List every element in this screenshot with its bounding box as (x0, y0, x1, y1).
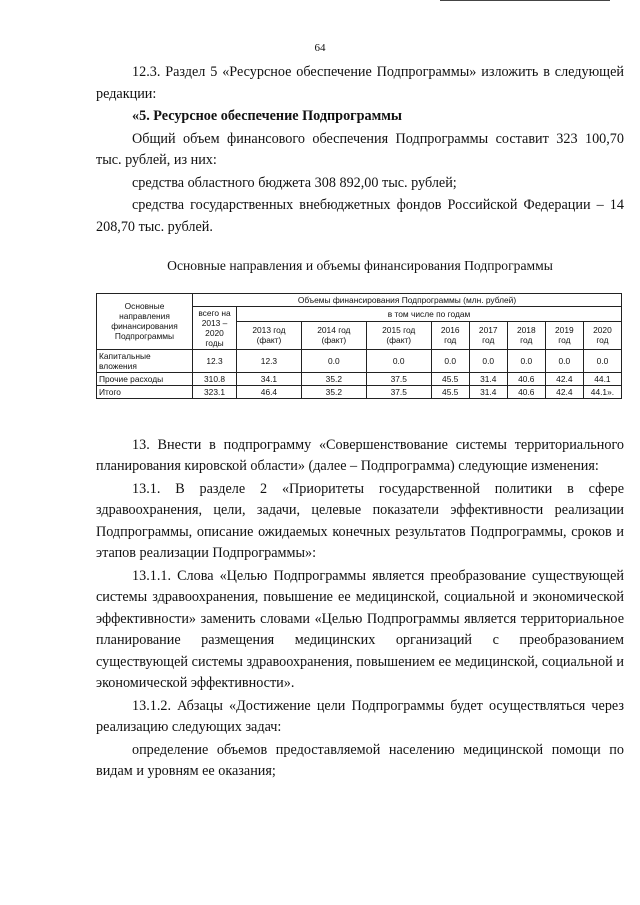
cell-value: 46.4 (237, 385, 302, 398)
paragraph-13: 13. Внести в подпрограмму «Совершенствование системы территориального планирования кировской области» (далее – Подпрограмма) следующие изменения: (96, 436, 624, 474)
paragraph-13-1: 13.1. В разделе 2 «Приоритеты государственной политики в сфере здравоохранения, цели, задачи, целевые показатели эффективности реализации Подпрограммы, описание ожидаемых конечных результатов Подпрограммы, сроков и этапов реализации Подпрограммы»: (96, 480, 624, 561)
funding-table (96, 293, 622, 399)
paragraph-extrabudgetary-funds: средства государственных внебюджетных фондов Российской Федерации – 14 208,70 тыс. рублей. (96, 197, 624, 235)
table-row (97, 385, 622, 398)
paragraph-total-funding: Общий объем финансового обеспечения Подпрограммы составит 323 100,70 тыс. рублей, из них: (96, 130, 624, 168)
cell-value: 31.4 (469, 385, 507, 398)
table-row (97, 349, 622, 372)
header-year: 2013 год (факт) (237, 322, 302, 349)
cell-value: 0.0 (469, 349, 507, 372)
cell-value: 37.5 (366, 372, 431, 385)
header-year: 2018 год (507, 322, 545, 349)
cell-value: 40.6 (507, 372, 545, 385)
cell-value: 0.0 (431, 349, 469, 372)
cell-value: 35.2 (301, 385, 366, 398)
row-label: Прочие расходы (97, 372, 193, 385)
paragraph-13-1-2: 13.1.2. Абзацы «Достижение цели Подпрограммы будет осуществляться через реализацию следующих задач: (96, 697, 624, 735)
table-row (97, 372, 622, 385)
cell-value: 42.4 (545, 385, 583, 398)
cell-total: 12.3 (193, 349, 237, 372)
header-volumes: Объемы финансирования Подпрограммы (млн. рублей) (193, 293, 622, 306)
cell-total: 323.1 (193, 385, 237, 398)
paragraph-regional-budget: средства областного бюджета 308 892,00 тыс. рублей; (132, 174, 457, 191)
paragraph-task-volumes: определение объемов предоставляемой населению медицинской помощи по видам и уровням ее оказания; (96, 741, 624, 779)
cell-value: 44.1». (583, 385, 621, 398)
header-by-years: в том числе по годам (237, 306, 622, 322)
cell-value: 35.2 (301, 372, 366, 385)
header-year: 2014 год (факт) (301, 322, 366, 349)
cell-value: 12.3 (237, 349, 302, 372)
cell-value: 44.1 (583, 372, 621, 385)
row-label: Итого (97, 385, 193, 398)
table-caption: Основные направления и объемы финансирования Подпрограммы (167, 258, 553, 273)
cell-value: 0.0 (545, 349, 583, 372)
document-body (96, 62, 624, 783)
cell-value: 40.6 (507, 385, 545, 398)
page-number: 64 (314, 42, 326, 54)
paragraph-13-1-1: 13.1.1. Слова «Целью Подпрограммы является преобразование существующей системы здравоохранения, повышение ее медицинской, социальной и экономической эффективности» заменить словами «Целью Подпрограммы является территориальное планирование размещения медицинских организаций с преобразованием существующей системы здравоохранения, повышением ее медицинской, социальной и экономической эффективности». (96, 567, 624, 691)
cell-value: 31.4 (469, 372, 507, 385)
cell-value: 0.0 (507, 349, 545, 372)
header-total: всего на 2013 – 2020 годы (193, 306, 237, 349)
header-year: 2015 год (факт) (366, 322, 431, 349)
cell-value: 42.4 (545, 372, 583, 385)
cell-value: 37.5 (366, 385, 431, 398)
section-heading: «5. Ресурсное обеспечение Подпрограммы (132, 108, 402, 124)
header-year: 2016 год (431, 322, 469, 349)
cell-value: 34.1 (237, 372, 302, 385)
header-year: 2019 год (545, 322, 583, 349)
cell-value: 0.0 (583, 349, 621, 372)
header-year: 2020 год (583, 322, 621, 349)
cell-value: 0.0 (366, 349, 431, 372)
paragraph-12-3: 12.3. Раздел 5 «Ресурсное обеспечение Подпрограммы» изложить в следующей редакции: (96, 64, 624, 102)
cell-value: 0.0 (301, 349, 366, 372)
cell-value: 45.5 (431, 372, 469, 385)
cell-value: 45.5 (431, 385, 469, 398)
cell-total: 310.8 (193, 372, 237, 385)
row-label: Капитальные вложения (97, 349, 193, 372)
header-year: 2017 год (469, 322, 507, 349)
top-edge-line (440, 0, 610, 1)
header-directions: Основные направления финансирования Подпрограммы (97, 293, 193, 349)
